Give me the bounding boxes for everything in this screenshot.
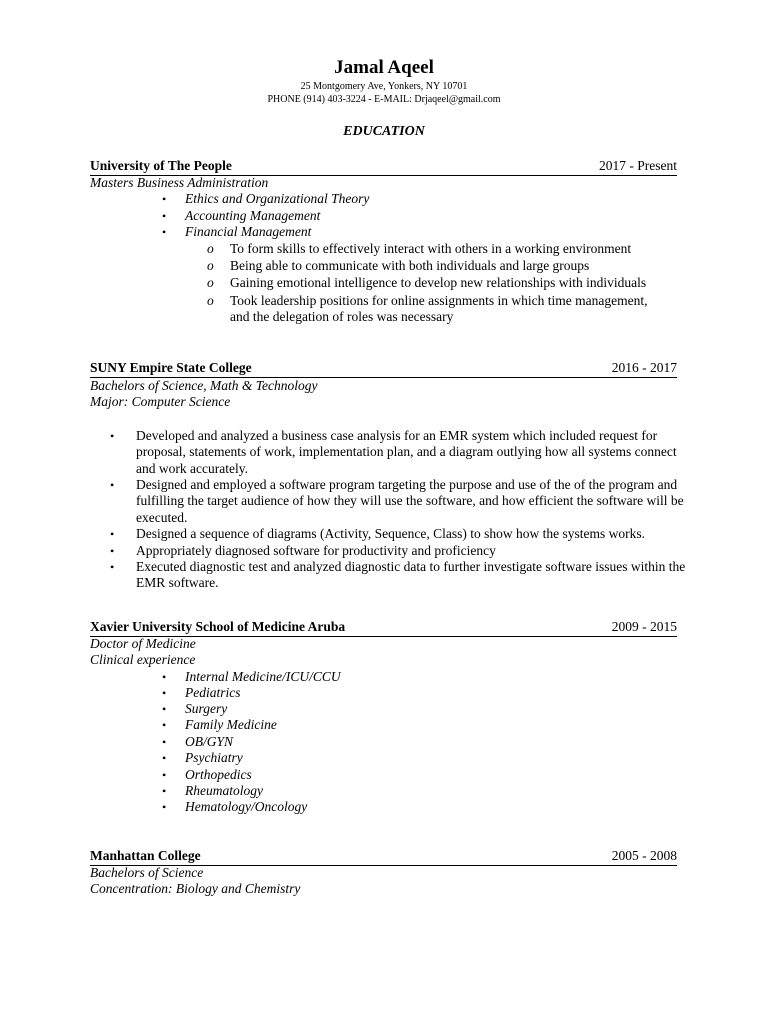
bullet-icon: • [162,686,167,700]
bullet-icon: • [110,478,115,492]
course: Accounting Management [185,208,321,223]
rotation: OB/GYN [185,734,234,749]
school-dates: 2009 - 2015 [611,619,677,634]
degree: Doctor of Medicine [90,636,196,651]
subheading: Clinical experience [90,652,196,667]
candidate-name: Jamal Aqeel [334,57,434,78]
achievement: Designed and employed a software program targeting the purpose and use of the of the program and fulfilling the target audience of how they will use the software, and how efficient the software will be executed. [136,477,684,525]
entry-header [90,360,677,378]
degree: Bachelors of Science [90,865,204,880]
degree: Bachelors of Science, Math & Technology [90,378,318,393]
rotation: Internal Medicine/ICU/CCU [185,669,341,684]
course: Ethics and Organizational Theory [185,191,370,206]
sub-point: Gaining emotional intelligence to develop new relationships with individuals [230,275,647,290]
achievement: Designed a sequence of diagrams (Activity, Sequence, Class) to show how the systems works. [136,526,646,541]
bullet-icon: • [162,225,167,239]
entry-header [90,158,677,176]
school-name: Xavier University School of Medicine Aruba [90,619,346,634]
sub-bullet-icon: o [207,275,214,290]
school-dates: 2005 - 2008 [611,848,677,863]
achievement: Appropriately diagnosed software for productivity and proficiency [136,543,496,558]
rotation: Rheumatology [185,783,263,798]
school-name: University of The People [90,158,232,173]
degree: Masters Business Administration [90,175,269,190]
bullet-icon: • [162,768,167,782]
bullet-icon: • [162,751,167,765]
achievement: Executed diagnostic test and analyzed diagnostic data to further investigate software issues within the EMR software. [136,559,686,591]
bullet-icon: • [162,670,167,684]
bullet-icon: • [110,429,115,443]
sub-point: Being able to communicate with both individuals and large groups [230,258,590,273]
sub-bullet-icon: o [207,293,214,308]
sub-bullet-icon: o [207,241,214,256]
bullet-icon: • [162,735,167,749]
concentration: Concentration: Biology and Chemistry [90,881,301,896]
achievement: Developed and analyzed a business case analysis for an EMR system which included request for proposal, statements of work, implementation plan, and a diagram outlying how all systems connect and work accurately. [136,428,677,476]
rotation: Psychiatry [185,750,243,765]
school-dates: 2016 - 2017 [611,360,677,375]
address: 25 Montgomery Ave, Yonkers, NY 10701 [300,81,468,92]
bullet-icon: • [162,784,167,798]
rotation: Hematology/Oncology [185,799,308,814]
rotation: Surgery [185,701,228,716]
rotation: Pediatrics [185,685,241,700]
major: Major: Computer Science [90,394,231,409]
bullet-icon: • [162,192,167,206]
entry-header [90,619,677,637]
section-title-education: EDUCATION [343,124,425,139]
entry-header [90,848,677,866]
bullet-icon: • [110,527,115,541]
bullet-icon: • [162,702,167,716]
course: Financial Management [185,224,312,239]
rotation: Orthopedics [185,767,252,782]
bullet-icon: • [162,718,167,732]
bullet-icon: • [162,800,167,814]
rotation: Family Medicine [185,717,277,732]
sub-bullet-icon: o [207,258,214,273]
school-name: Manhattan College [90,848,201,863]
contact-info: PHONE (914) 403-3224 - E-MAIL: Drjaqeel@gmail.com [267,94,501,105]
school-name: SUNY Empire State College [90,360,252,375]
school-dates: 2017 - Present [599,158,677,173]
sub-point: Took leadership positions for online assignments in which time management, and the delegation of roles was necessary [230,293,648,325]
bullet-icon: • [162,209,167,223]
sub-point: To form skills to effectively interact with others in a working environment [230,241,632,256]
bullet-icon: • [110,544,115,558]
bullet-icon: • [110,560,115,574]
